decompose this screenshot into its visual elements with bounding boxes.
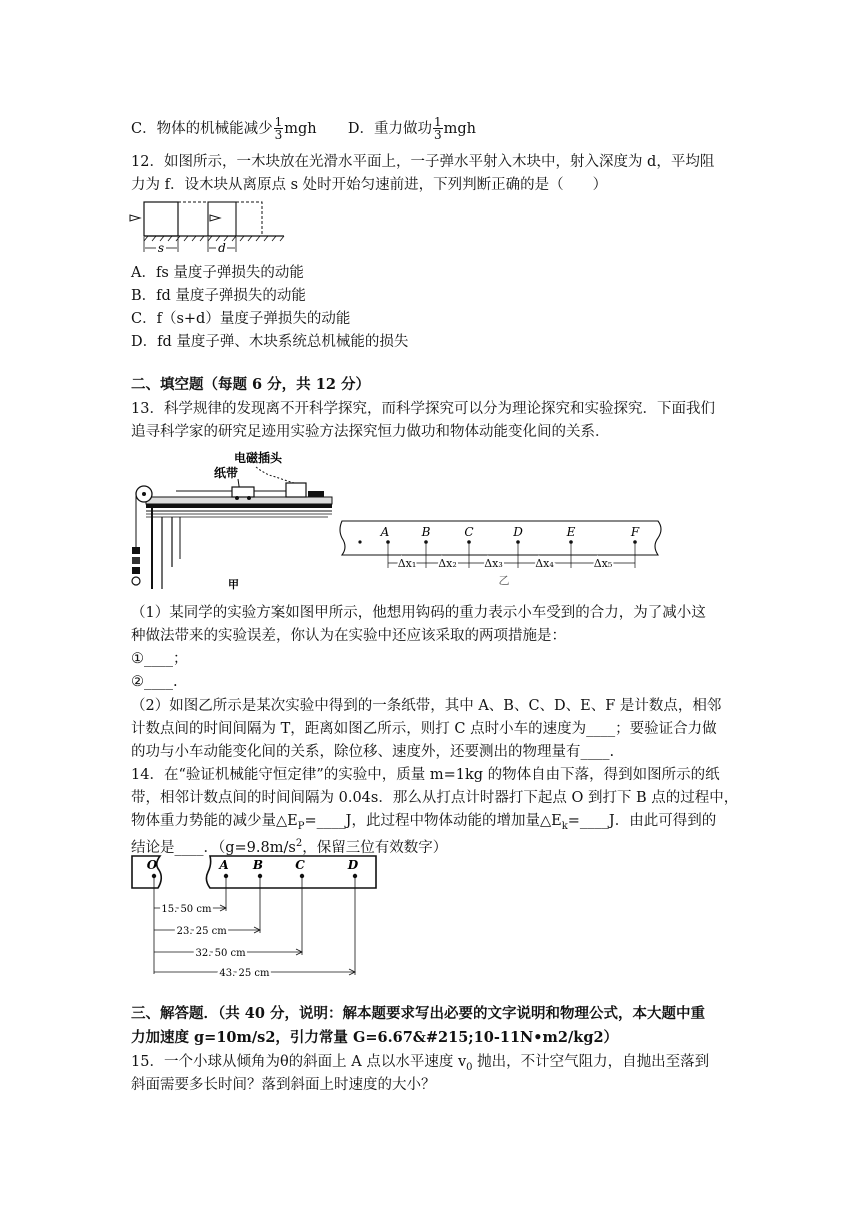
q14-stem-line3: 物体重力势能的减少量$\triangle E_P=\_\_\_\_J$，此过程中物体动能的增加量$\triangle E_k=\_\_\_\_J$．由此可得到的 (131, 813, 717, 832)
tape-label-c: C (464, 525, 474, 539)
q12-bullet-block-figure (128, 200, 290, 262)
tape-label-f: F (630, 525, 640, 539)
q14-stem-line2: 带，相邻计数点间的时间间隔为 0.04s．那么从打点计时器打下起点 O 到打下 B 点的过程中， (131, 790, 739, 806)
q13-part1-blank1: ①____； (131, 651, 188, 667)
label-tape: 纸带 (214, 466, 239, 480)
q13-part1-blank2: ②____. (131, 674, 178, 690)
interval-label-2: Δx₂ (438, 557, 457, 570)
q13-part1-line2: 种做法带来的实验误差，你认为在实验中还应该采取的两项措施是： (131, 628, 566, 644)
tape-label-b: B (421, 525, 431, 539)
interval-label-1: Δx₁ (397, 557, 417, 570)
q13-part2-line1: （2）如图乙所示是某次实验中得到的一条纸带，其中 A、B、C、D、E、F 是计数点，相邻 (131, 698, 722, 714)
q14-stem-line4: 结论是____．（$g=9.8m/s^2$，保留三位有效数字） (131, 838, 448, 856)
q15-stem-line2: 斜面需要多长时间？落到斜面上时速度的大小？ (131, 1077, 436, 1093)
tape-label-o: O (146, 858, 158, 872)
interval-label-3: Δx₃ (484, 557, 503, 570)
q13-part2-line2: 计数点间的时间间隔为 T，距离如图乙所示，则打 C 点时小车的速度为____；要验证合力做 (131, 721, 717, 737)
caption-jia: 甲 (228, 578, 239, 591)
q13-apparatus-figure (128, 447, 334, 589)
q13-part2-line3: 的功与小车动能变化间的关系，除位移、速度外，还要测出的物理量有____. (131, 744, 615, 760)
label-d: d (218, 241, 226, 255)
q12-option-c: C．f（s+d）量度子弹损失的动能 (131, 311, 351, 327)
dim-label-1: 15. 50 cm (161, 904, 212, 915)
q11-option-d: D．重力做功 $\frac{1}{3}$ mgh (347, 115, 476, 142)
label-s: s (157, 241, 165, 255)
q12-option-a: A．fs 量度子弹损失的动能 (131, 265, 304, 281)
q12-option-d: D．fd 量度子弹、木块系统总机械能的损失 (131, 334, 409, 350)
fraction-one-third: $\frac{1}{3}$ (274, 115, 283, 142)
fraction-one-third: $\frac{1}{3}$ (433, 115, 442, 142)
section-3-heading-line1: 三、解答题．（共 40 分，说明：解本题要求写出必要的文字说明和物理公式，本大题中重 (131, 1005, 706, 1022)
tape-label-a: A (380, 525, 390, 539)
q11-options-cd (131, 116, 476, 141)
interval-label-5: Δx₅ (593, 557, 613, 570)
tape-label-b: B (252, 858, 264, 872)
dim-label-3: 32. 50 cm (195, 948, 246, 959)
q12-option-b: B．fd 量度子弹损失的动能 (131, 288, 306, 304)
tape-label-d: D (347, 858, 359, 872)
tape-label-a: A (219, 858, 229, 872)
q13-part1-line1: （1）某同学的实验方案如图甲所示，他想用钩码的重力表示小车受到的合力，为了减小这 (131, 605, 706, 621)
interval-label-4: Δx₄ (535, 557, 554, 570)
q13-stem-line1: 13．科学规律的发现离不开科学探究，而科学探究可以分为理论探究和实验探究．下面我们 (131, 401, 715, 417)
q12-stem-line2: 力为 f．设木块从离原点 s 处时开始匀速前进，下列判断正确的是（ ） (131, 177, 608, 193)
caption-yi: 乙 (498, 574, 510, 587)
dim-label-4: 43. 25 cm (219, 968, 270, 979)
tape-label-d: D (513, 525, 523, 539)
q11-option-c: C．物体的机械能减少 $\frac{1}{3}$ mgh (131, 115, 317, 142)
q15-stem-line1: 15．一个小球从倾角为θ的斜面上 A 点以水平速度 $v_0$ 抛出，不计空气阻力，自抛出至落到 (131, 1054, 710, 1073)
tape-label-e: E (566, 525, 576, 539)
section-2-heading: 二、填空题（每题 6 分，共 12 分） (131, 376, 370, 393)
q12-stem-line1: 12．如图所示，一木块放在光滑水平面上，一子弹水平射入木块中，射入深度为 d，平均阻 (131, 154, 715, 170)
q13-paper-tape-figure (342, 520, 666, 588)
q14-paper-tape-figure (132, 856, 378, 980)
section-3-heading-line2: 力加速度 g=10m/s2，引力常量 G=6.67&#215;10-11N•m2/kg2） (131, 1029, 619, 1046)
q13-stem-line2: 追寻科学家的研究足迹用实验方法探究恒力做功和物体动能变化间的关系． (131, 424, 610, 440)
dim-label-2: 23. 25 cm (176, 926, 227, 937)
label-timer: 电磁插头 (234, 451, 283, 465)
tape-label-c: C (295, 858, 305, 872)
q14-stem-line1: 14．在“验证机械能守恒定律”的实验中，质量 m=1kg 的物体自由下落，得到如图所示的纸 (131, 767, 720, 783)
